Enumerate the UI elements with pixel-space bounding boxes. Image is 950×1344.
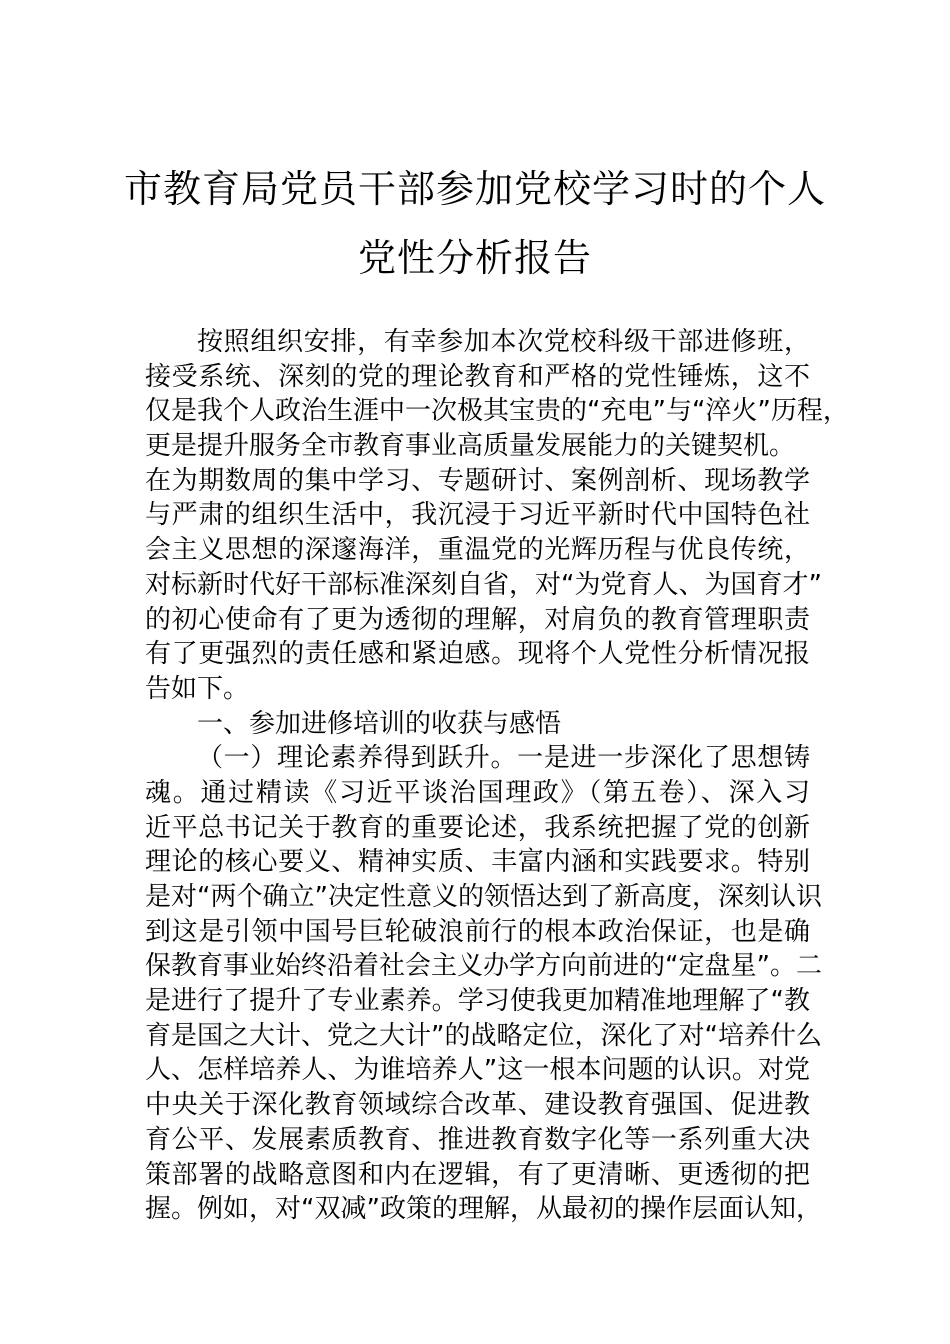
- text-line: 魂。通过精读《习近平谈治国理政》（第五卷）、深入习: [145, 777, 810, 808]
- text-line: 是对“两个确立”决定性意义的领悟达到了新高度，深刻认识: [145, 882, 822, 912]
- text-line: 人、怎样培养人、为谁培养人”这一根本问题的认识。对党: [145, 1055, 810, 1086]
- text-line: 保教育事业始终沿着社会主义办学方向前进的“定盘星”。二: [145, 951, 822, 982]
- text-line: 一、参加进修培训的收获与感悟: [197, 708, 562, 739]
- text-line: 是进行了提升了专业素养。学习使我更加精准地理解了“教: [145, 986, 810, 1017]
- text-line: 与严肃的组织生活中，我沉浸于习近平新时代中国特色社: [145, 500, 810, 531]
- text-line: 育公平、发展素质教育、推进教育数字化等一系列重大决: [145, 1124, 810, 1155]
- text-line: 按照组织安排，有幸参加本次党校科级干部进修班，: [197, 327, 810, 357]
- text-line: 对标新时代好干部标准深刻自省，对“为党育人、为国育才”: [145, 569, 822, 600]
- text-line: 有了更强烈的责任感和紧迫感。现将个人党性分析情况报: [145, 639, 810, 670]
- text-line: 理论的核心要义、精神实质、丰富内涵和实践要求。特别: [145, 847, 810, 878]
- document-title-line-1: 市教育局党员干部参加党校学习时的个人: [123, 167, 826, 211]
- text-line: 会主义思想的深邃海洋，重温党的光辉历程与优良传统，: [145, 535, 810, 566]
- text-line: 策部署的战略意图和内在逻辑，有了更清晰、更透彻的把: [145, 1159, 810, 1190]
- text-line: 育是国之大计、党之大计”的战略定位，深化了对“培养什么: [145, 1020, 822, 1051]
- document-body: [145, 325, 849, 1227]
- text-line: 近平总书记关于教育的重要论述，我系统把握了党的创新: [145, 812, 810, 843]
- text-line: 仅是我个人政治生涯中一次极其宝贵的“充电”与“淬火”历程，: [145, 396, 849, 427]
- text-line: 的初心使命有了更为透彻的理解，对肩负的教育管理职责: [145, 604, 810, 635]
- text-line: （一）理论素养得到跃升。一是进一步深化了思想铸: [197, 743, 810, 774]
- text-line: 告如下。: [145, 673, 250, 704]
- text-line: 在为期数周的集中学习、专题研讨、案例剖析、现场教学: [145, 465, 810, 496]
- text-line: 中央关于深化教育领域综合改革、建设教育强国、促进教: [145, 1090, 810, 1121]
- text-line: 接受系统、深刻的党的理论教育和严格的党性锤炼，这不: [145, 361, 810, 392]
- text-line: 更是提升服务全市教育事业高质量发展能力的关键契机。: [145, 431, 796, 462]
- text-line: 到这是引领中国号巨轮破浪前行的根本政治保证，也是确: [145, 916, 810, 947]
- text-line: 握。例如，对“双减”政策的理解，从最初的操作层面认知，: [145, 1194, 822, 1225]
- document-title-line-2: 党性分析报告: [357, 236, 592, 280]
